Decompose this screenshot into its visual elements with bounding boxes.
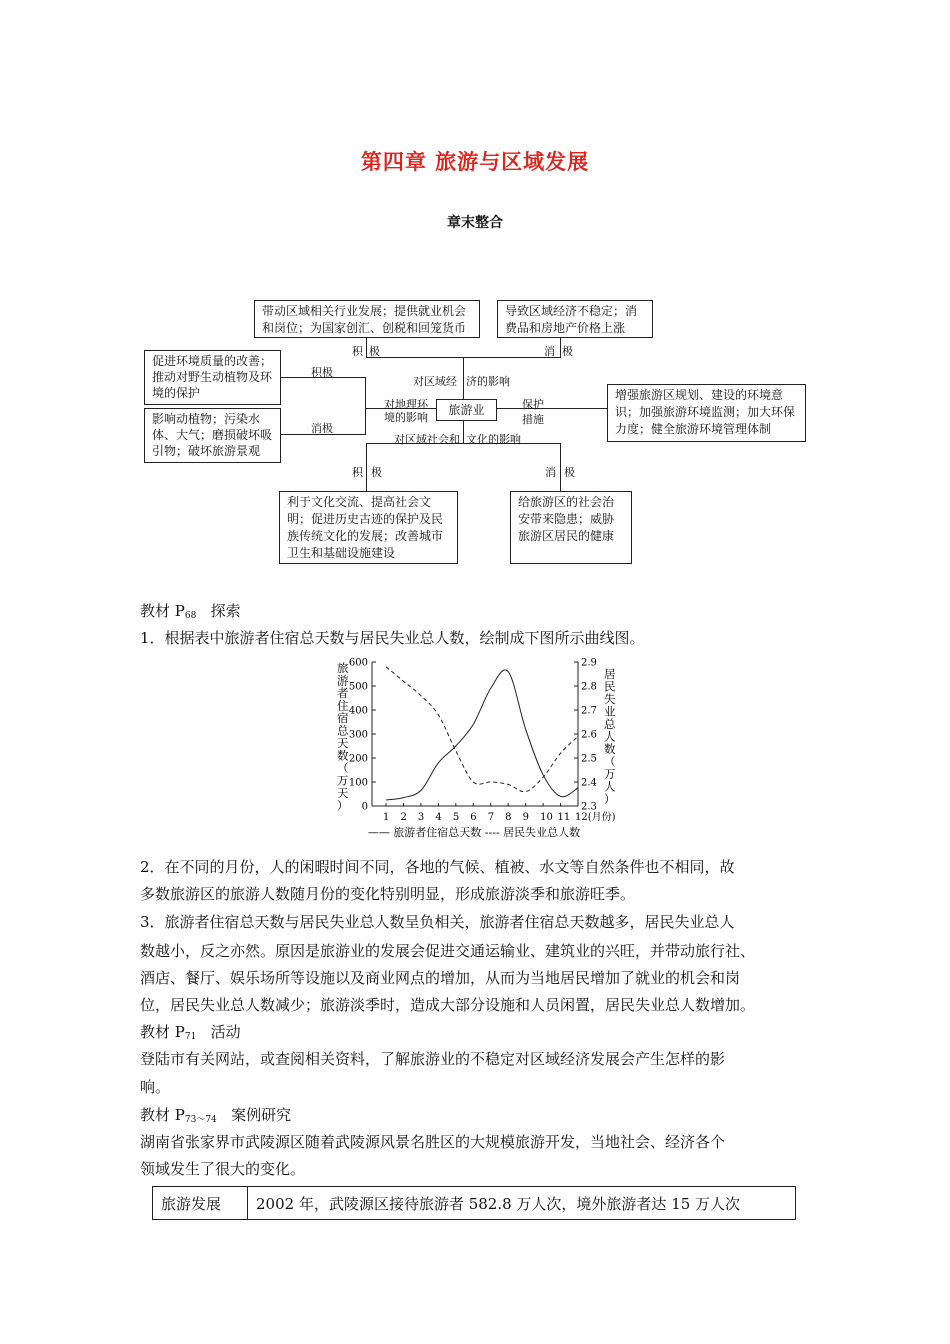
series-line-unemployment <box>386 667 578 792</box>
case-table-cell: 2002 年，武陵源区接待旅游者 582.8 万人次，境外旅游者达 15 万人次 <box>248 1187 796 1220</box>
x-tick-label: 11 <box>557 812 571 823</box>
right-axis-title-char: 数 <box>604 742 616 756</box>
page-title: 第四章 旅游与区域发展 <box>360 149 590 174</box>
box-tourism-center: 旅游业 <box>436 399 497 421</box>
label-env-b: 境的影响 <box>384 411 428 424</box>
left-axis-title-char: （ <box>337 761 349 775</box>
right-tick-label: 2.4 <box>581 777 597 789</box>
label-econ-a: 对区域经 <box>413 375 457 388</box>
answer-3-line-3: 酒店、餐厅、娱乐场所等设施以及商业网点的增加，从而为当地居民增加了就业的机会和岗 <box>140 969 741 987</box>
case-table-head: 旅游发展 <box>153 1187 248 1220</box>
label-social-b: 文化的影响 <box>466 433 521 446</box>
box-economic-negative: 导致区域经济不稳定；消费品和房地产价格上涨 <box>497 300 653 338</box>
label-negative-3b: 极 <box>564 466 575 479</box>
chart-legend: —— 旅游者住宿总天数 ---- 居民失业总人数 <box>367 826 581 839</box>
right-axis-title-char: 居 <box>604 667 616 681</box>
label-protection-a: 保护 <box>522 398 544 411</box>
right-axis-title-char: 民 <box>604 679 616 694</box>
x-tick-label: 2 <box>400 812 407 823</box>
x-tick-label: 7 <box>487 812 495 823</box>
label-positive-1: 积 <box>352 345 363 358</box>
left-axis-title-char: 总 <box>337 723 349 738</box>
right-tick-label: 2.7 <box>581 705 597 717</box>
right-axis-title-char: 业 <box>604 704 616 719</box>
case-line-1: 湖南省张家界市武陵源区随着武陵源风景名胜区的大规模旅游开发，当地社会、经济各个 <box>140 1133 726 1151</box>
left-axis-title-char: ） <box>337 798 349 813</box>
left-tick-label: 0 <box>361 801 368 813</box>
label-positive-1b: 极 <box>369 345 380 358</box>
label-social-a: 对区域社会和 <box>394 433 460 446</box>
left-axis-title-char: 游 <box>337 673 349 688</box>
x-tick-label: 5 <box>452 812 460 823</box>
activity-line-1: 登陆市有关网站，或查阅相关资料，了解旅游业的不稳定对区域经济发展会产生怎样的影 <box>140 1050 726 1068</box>
label-negative-1: 消 <box>544 345 555 358</box>
label-positive-3: 积 <box>352 466 363 479</box>
box-environment-positive: 促进环境质量的改善；推动对野生动植物及环境的保护 <box>144 350 281 405</box>
label-env-a: 对地理环 <box>384 398 428 411</box>
case-line-2: 领域发生了很大的变化。 <box>140 1160 306 1178</box>
right-tick-label: 2.5 <box>581 753 597 765</box>
left-axis-title-char: 天 <box>337 736 349 750</box>
x-tick-label: 12(月份) <box>575 812 616 823</box>
x-tick-label: 3 <box>417 812 425 823</box>
right-axis-title-char: （ <box>604 754 616 769</box>
right-tick-label: 2.3 <box>581 801 597 813</box>
section-heading-activity: 教材 $P_{71}$ 活动 <box>140 1023 241 1042</box>
label-negative-1b: 极 <box>562 345 573 358</box>
right-axis-title-char: 失 <box>604 692 616 706</box>
label-econ-b: 济的影响 <box>466 375 510 388</box>
left-tick-label: 200 <box>348 753 368 765</box>
right-axis-title-char: ） <box>604 792 616 806</box>
label-negative-3: 消 <box>545 466 556 479</box>
series-line-tourist-days <box>386 670 578 800</box>
x-tick-label: 1 <box>383 812 390 823</box>
left-axis-title-char: 者 <box>337 686 349 700</box>
right-axis-title-char: 万 <box>604 767 616 781</box>
right-tick-label: 2.6 <box>581 729 597 741</box>
x-tick-label: 4 <box>435 812 442 823</box>
answer-3-line-4: 位，居民失业总人数减少；旅游淡季时，造成大部分设施和人员闲置，居民失业总人数增加。 <box>140 996 756 1014</box>
left-axis-title-char: 数 <box>337 748 349 763</box>
line-chart <box>330 654 630 846</box>
left-axis-title-char: 天 <box>337 786 349 800</box>
question-1: 1．根据表中旅游者住宿总天数与居民失业总人数，绘制成下图所示曲线图。 <box>140 629 645 647</box>
answer-3-line-1: 3．旅游者住宿总天数与居民失业总人数呈负相关，旅游者住宿总天数越多，居民失业总人 <box>140 913 735 931</box>
left-tick-label: 300 <box>348 729 368 741</box>
right-tick-label: 2.8 <box>581 681 597 693</box>
box-protection-measures: 增强旅游区规划、建设的环境意识；加强旅游环境监测；加大环保力度；健全旅游环境管理体制 <box>607 384 806 442</box>
box-social-negative: 给旅游区的社会治安带来隐患；威胁旅游区居民的健康 <box>510 491 632 564</box>
left-axis-title-char: 旅 <box>337 661 349 675</box>
left-tick-label: 100 <box>348 777 368 789</box>
left-tick-label: 600 <box>348 657 368 669</box>
right-axis-title-char: 总 <box>604 717 616 731</box>
left-axis-title-char: 万 <box>337 773 349 788</box>
left-tick-label: 500 <box>348 681 368 693</box>
x-tick-label: 8 <box>505 812 512 823</box>
box-environment-negative: 影响动植物；污染水体、大气；磨损破坏吸引物；破坏旅游景观 <box>144 408 281 463</box>
case-table <box>152 1186 796 1220</box>
answer-2-line-2: 多数旅游区的旅游人数随月份的变化特别明显，形成旅游淡季和旅游旺季。 <box>140 885 636 903</box>
x-tick-label: 9 <box>522 812 530 823</box>
activity-line-2: 响。 <box>140 1078 171 1096</box>
table-row <box>153 1187 796 1220</box>
left-tick-label: 400 <box>348 705 368 717</box>
right-axis-title-char: 人 <box>604 779 616 794</box>
label-protection-b: 措施 <box>522 413 544 426</box>
section-heading-explore: 教材 $P_{68}$ 探索 <box>140 602 241 621</box>
box-social-positive: 利于文化交流、提高社会文明；促进历史古迹的保护及民族传统文化的发展；改善城市卫生和基础设施建设 <box>279 491 458 564</box>
page-subtitle: 章末整合 <box>447 215 503 231</box>
label-negative-2: 消极 <box>311 422 333 435</box>
left-axis-title-char: 宿 <box>337 711 349 725</box>
label-positive-2: 积极 <box>311 366 333 379</box>
section-heading-case: 教材 $P_{73\sim 74}$ 案例研究 <box>140 1106 292 1125</box>
answer-3-line-2: 数越小，反之亦然。原因是旅游业的发展会促进交通运输业、建筑业的兴旺，并带动旅行社、 <box>140 942 756 960</box>
x-tick-label: 10 <box>540 812 553 823</box>
box-economic-positive: 带动区域相关行业发展；提供就业机会和岗位；为国家创汇、创税和回笼货币 <box>254 300 480 338</box>
left-axis-title-char: 住 <box>337 698 349 713</box>
x-tick-label: 6 <box>470 812 477 823</box>
answer-2-line-1: 2．在不同的月份，人的闲暇时间不同，各地的气候、植被、水文等自然条件也不相同，故 <box>140 858 735 876</box>
label-positive-3b: 极 <box>371 466 382 479</box>
right-tick-label: 2.9 <box>581 657 597 669</box>
right-axis-title-char: 人 <box>604 729 616 744</box>
